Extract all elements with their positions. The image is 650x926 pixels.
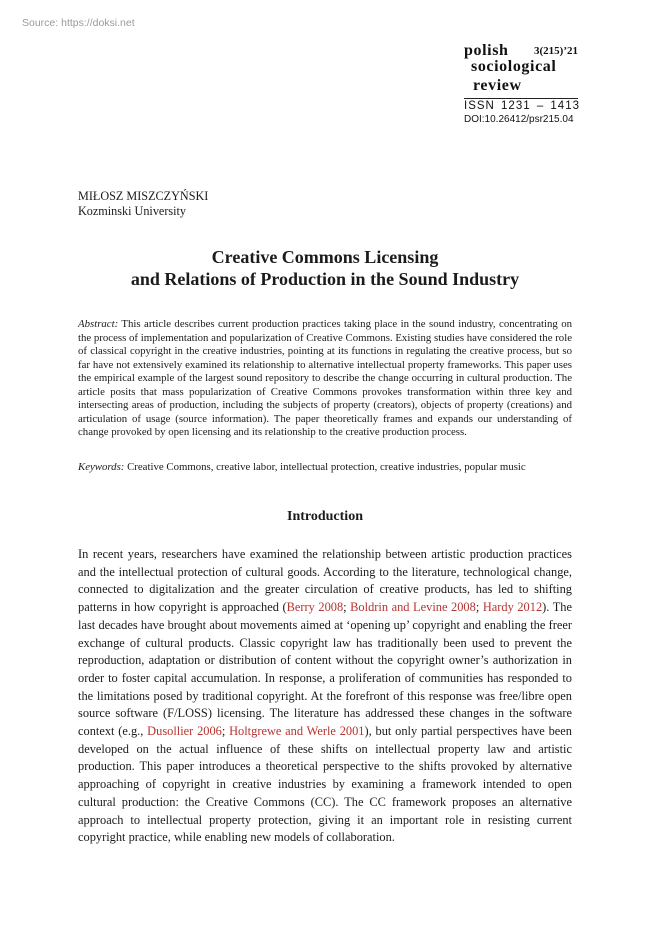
paragraph-text: In recent years, researchers have examined the relationship between artistic production practices and the intellectual protection of cultural goods. According to the literature, technological change, connected to digitalization and the greater circulation of creative products, has led to shifting patterns in how copyright is approached ( [78, 547, 572, 615]
paragraph-text: ; [221, 724, 230, 739]
citation-link[interactable]: Berry 2008 [286, 600, 344, 615]
citation-link[interactable]: Boldrin and Levine 2008 [350, 600, 476, 615]
abstract-text: This article describes current production practices taking place in the sound industry, concentrating on the process of implementation and popularization of Creative Commons. Existing studies have considered the role of classical copyright in the creative industries, pointing at its functions in regulating the creative process, but so far have not extensively examined its relationship to alternative intellectual property frameworks. This paper uses the empirical example of the largest sound repository to describe the change occurring in cultural production. The article posits that mass popularization of Creative Commons provokes transformation within three key and intersecting areas of production, including the subjects of property (creators), objects of property (creations) and articulation of usage (source information). The paper theoretically frames and expands our understanding of change provoked by open licensing and its relationship to the creative production process. [78, 318, 572, 438]
author-name: MIŁOSZ MISZCZYŃSKI [78, 189, 209, 203]
section-heading-introduction: Introduction [287, 509, 363, 524]
author-block [78, 189, 208, 219]
author-affiliation: Kozminski University [78, 204, 186, 219]
masthead-row [464, 77, 578, 95]
journal-issue-number: 3(215)’21 [534, 45, 578, 57]
journal-name-line1: polish [464, 42, 509, 59]
masthead-row [464, 58, 578, 76]
citation-link[interactable]: Holtgrewe and Werle 2001 [229, 724, 365, 739]
keywords-label: Keywords: [78, 461, 125, 473]
paragraph-text: ), but only partial perspectives have been developed on the actual influence of these shifts on intellectual property law and artistic production. This paper introduces a theoretical perspective to the shifts provoked by alternative approaching of copyright in creative industries by examining a framework intended to open cultural production: the Creative Commons (CC). The CC framework proposes an alternative approach to intellectual property protection, giving it an important role in resisting current copyright practice, while enabling new models of collaboration. [78, 724, 572, 845]
citation-link[interactable]: Dusollier 2006 [147, 724, 222, 739]
source-note: Source: https://doksi.net [22, 17, 135, 29]
article-title-line2: and Relations of Production in the Sound Industry [130, 268, 520, 289]
citation-link[interactable]: Hardy 2012 [482, 600, 543, 615]
paragraph-text: ; [343, 600, 351, 615]
paragraph-text: ). The last decades have brought about movements aimed at ‘opening up’ copyright and enabling the freer exchange of cultural products. Classic copyright law has traditionally been used to prevent the reproduction, adaptation or distribution of content without the copyright owner’s authorization in order to foster capital accumulation. In response, a proliferation of communities has responded to the limitations posed by traditional copyright. At the forefront of this response was free/libre open source software (F/LOSS) licensing. The literature has addressed these changes in the software context (e.g., [78, 600, 572, 739]
journal-name-line3: review [473, 77, 522, 94]
abstract-label: Abstract: [78, 318, 119, 330]
journal-name-line2: sociological [471, 58, 557, 75]
keywords-text: Creative Commons, creative labor, intellectual protection, creative industries, popular music [127, 461, 526, 473]
introduction-paragraph [78, 546, 572, 847]
keywords [78, 461, 572, 475]
paragraph-text: ; [475, 600, 483, 615]
abstract [78, 318, 572, 440]
article-title-line1: Creative Commons Licensing [211, 247, 439, 267]
doi-number: DOI:10.26412/psr215.04 [464, 114, 574, 125]
article-title [0, 247, 650, 290]
journal-masthead [464, 44, 578, 125]
masthead-rule [464, 98, 578, 99]
issn-number: ISSN 1231 – 1413 [464, 100, 580, 112]
masthead-row [464, 44, 578, 57]
